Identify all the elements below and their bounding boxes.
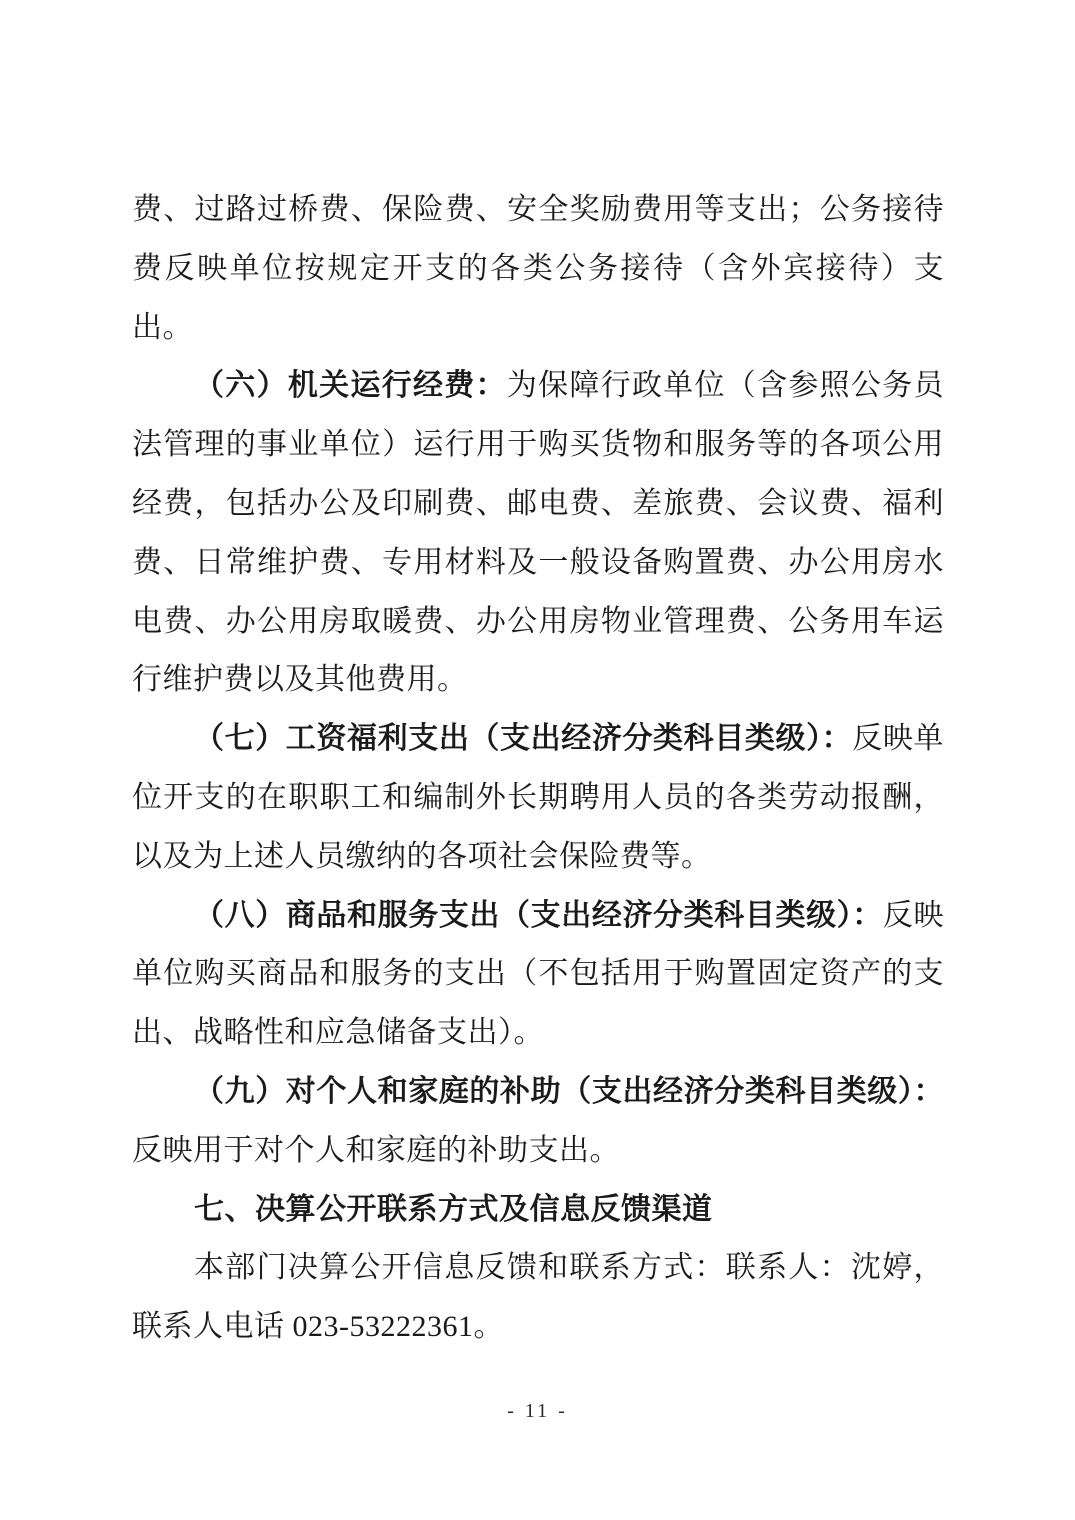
paragraph-text: 反映单位开支的在职职工和编制外长期聘用人员的各类劳动报酬，以及为上述人员缴纳的各项社会保险费等。 <box>132 722 945 873</box>
paragraph-lead-label: （七）工资福利支出（支出经济分类科目类级）： <box>194 722 853 756</box>
paragraph-section-6-operating-expenses <box>132 357 944 710</box>
paragraph-section-8-goods-services <box>132 887 944 1063</box>
paragraph-section-7-salary-welfare <box>132 710 944 886</box>
paragraph-text: 为保障行政单位（含参照公务员法管理的事业单位）运行用于购买货物和服务等的各项公用经费，包括办公及印刷费、邮电费、差旅费、会议费、福利费、日常维护费、专用材料及一般设备购置费、办公用房水电费、办公用房取暖费、办公用房物业管理费、公务用车运行维护费以及其他费用。 <box>132 369 945 697</box>
section-heading-contact-channel: 七、决算公开联系方式及信息反馈渠道 <box>194 1192 713 1226</box>
paragraph-text: 本部门决算公开信息反馈和联系方式：联系人：沈婷，联系人电话 023-53222361。 <box>132 1251 944 1344</box>
paragraph-lead-label: （九）对个人和家庭的补助（支出经济分类科目类级）： <box>194 1074 944 1108</box>
paragraph-lead-label: （八）商品和服务支出（支出经济分类科目类级）： <box>194 898 883 932</box>
page-footer <box>0 1400 1075 1423</box>
paragraph-vehicle-fees-continuation <box>132 181 944 357</box>
paragraph-lead-label: （六）机关运行经费： <box>194 369 507 403</box>
paragraph-text: 反映单位购买商品和服务的支出（不包括用于购置固定资产的支出、战略性和应急储备支出）。 <box>132 898 945 1050</box>
document-body <box>132 181 944 1357</box>
paragraph-text: 反映用于对个人和家庭的补助支出。 <box>132 1133 620 1167</box>
paragraph-text: 费、过路过桥费、保险费、安全奖励费用等支出；公务接待费反映单位按规定开支的各类公务接待（含外宾接待）支出。 <box>132 193 944 344</box>
paragraph-section-9-individual-family-subsidy <box>132 1063 944 1181</box>
page-number: - 11 - <box>507 1400 568 1422</box>
paragraph-contact-info <box>132 1239 944 1357</box>
